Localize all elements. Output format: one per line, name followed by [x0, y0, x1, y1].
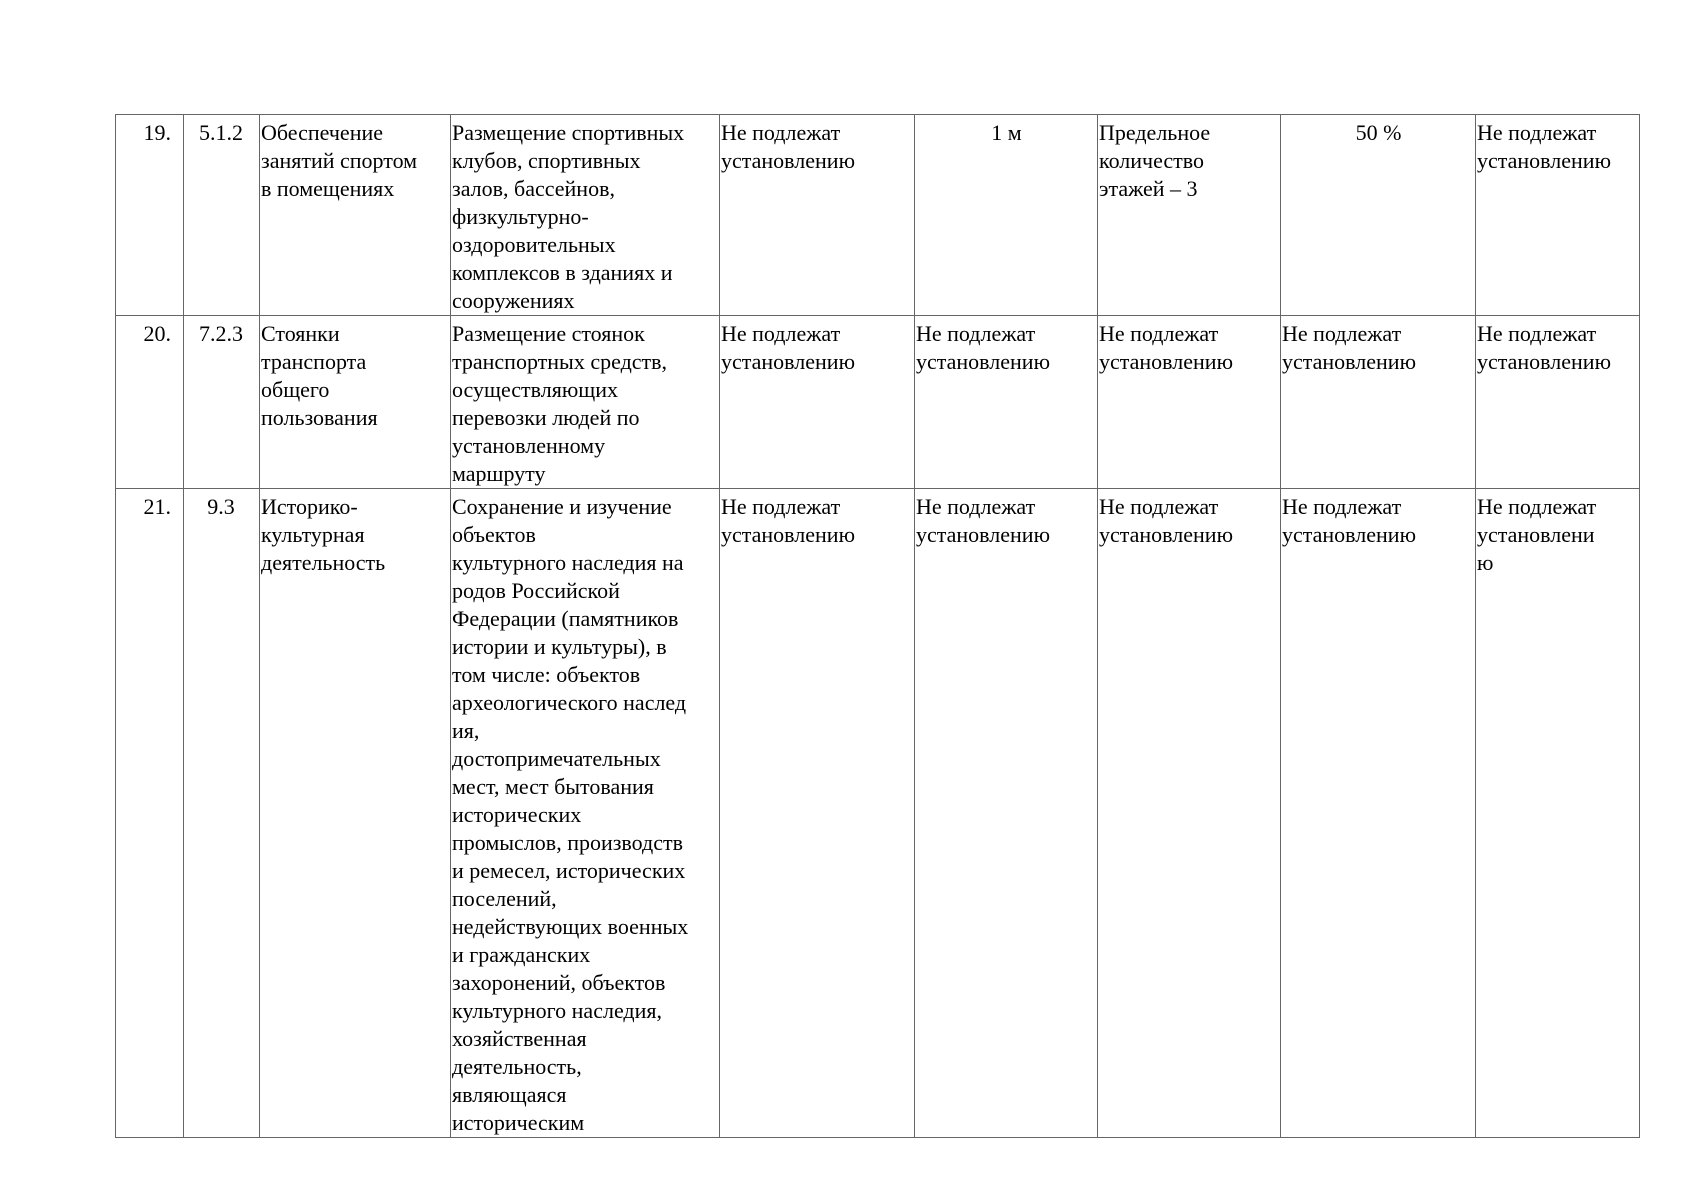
table-row	[116, 489, 1640, 1138]
parameter-cell: Не подлежат установлению	[720, 489, 915, 1138]
row-number: 21.	[116, 489, 184, 1138]
row-number: 19.	[116, 115, 184, 316]
use-name: Стоянки транспорта общего пользования	[260, 316, 451, 489]
use-name: Обеспечение занятий спортом в помещениях	[260, 115, 451, 316]
use-description: Размещение стоянок транспортных средств, осуществляющих перевозки людей по установленному маршруту	[451, 316, 720, 489]
use-code: 9.3	[184, 489, 260, 1138]
row-number: 20.	[116, 316, 184, 489]
table-row	[116, 115, 1640, 316]
parameter-cell: Не подлежат установлени ю	[1476, 489, 1640, 1138]
coverage-cell: Не подлежат установлению	[1281, 489, 1476, 1138]
use-description: Сохранение и изучение объектов культурного наследия на родов Российской Федерации (памятников истории и культуры), в том числе: объектов археологического наслед ия, достопримечательных мест, мест бытования исторических промыслов, производств и ремесел, исторических поселений, недействующих военных и гражданских захоронений, объектов культурного наследия, хозяйственная деятельность, являющаяся историческим	[451, 489, 720, 1138]
floors-cell: Не подлежат установлению	[1098, 316, 1281, 489]
floors-cell: Не подлежат установлению	[1098, 489, 1281, 1138]
parameter-cell: Не подлежат установлению	[1476, 115, 1640, 316]
coverage-cell: Не подлежат установлению	[1281, 316, 1476, 489]
table-row	[116, 316, 1640, 489]
coverage-cell: 50 %	[1281, 115, 1476, 316]
floors-cell: Предельное количество этажей – 3	[1098, 115, 1281, 316]
use-name: Историко- культурная деятельность	[260, 489, 451, 1138]
parameter-cell: Не подлежат установлению	[720, 316, 915, 489]
parameter-cell: Не подлежат установлению	[720, 115, 915, 316]
use-description: Размещение спортивных клубов, спортивных залов, бассейнов, физкультурно- оздоровительных комплексов в зданиях и сооружениях	[451, 115, 720, 316]
use-code: 7.2.3	[184, 316, 260, 489]
use-code: 5.1.2	[184, 115, 260, 316]
land-use-table	[115, 114, 1640, 1138]
setback-cell: 1 м	[915, 115, 1098, 316]
setback-cell: Не подлежат установлению	[915, 316, 1098, 489]
parameter-cell: Не подлежат установлению	[1476, 316, 1640, 489]
setback-cell: Не подлежат установлению	[915, 489, 1098, 1138]
